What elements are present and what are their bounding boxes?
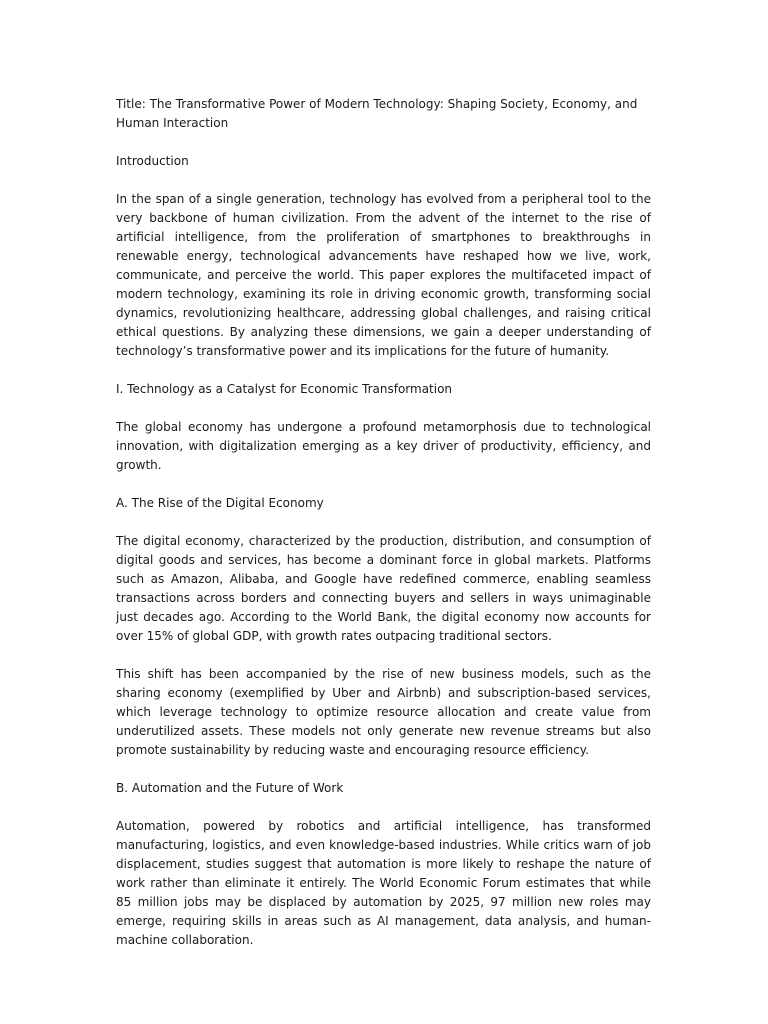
subsection-b-heading: B. Automation and the Future of Work [116,781,344,795]
section-1-paragraph: The global economy has undergone a profound metamorphosis due to technological innovation, with digitalization emerging as a key driver of productivity, efficiency, and growth. [116,420,651,472]
document-title: Title: The Transformative Power of Modern Technology: Shaping Society, Economy, and Human Interaction [116,97,638,130]
introduction-paragraph: In the span of a single generation, technology has evolved from a peripheral tool to the very backbone of human civilization. From the advent of the internet to the rise of artificial intelligence, from the proliferation of smartphones to breakthroughs in renewable energy, technological advancements have reshaped how we live, work, communicate, and perceive the world. This paper explores the multifaceted impact of modern technology, examining its role in driving economic growth, transforming social dynamics, revolutionizing healthcare, addressing global challenges, and raising critical ethical questions. By analyzing these dimensions, we gain a deeper understanding of technology’s transformative power and its implications for the future of humanity. [116,192,651,358]
subsection-a-paragraph-1: The digital economy, characterized by the production, distribution, and consumption of digital goods and services, has become a dominant force in global markets. Platforms such as Amazon, Alibaba, and Google have redefined commerce, enabling seamless transactions across borders and connecting buyers and sellers in ways unimaginable just decades ago. According to the World Bank, the digital economy now accounts for over 15% of global GDP, with growth rates outpacing traditional sectors. [116,534,651,643]
section-1-heading: I. Technology as a Catalyst for Economic Transformation [116,382,453,396]
subsection-a-paragraph-2: This shift has been accompanied by the rise of new business models, such as the sharing economy (exemplified by Uber and Airbnb) and subscription-based services, which leverage technology to optimize resource allocation and create value from underutilized assets. These models not only generate new revenue streams but also promote sustainability by reducing waste and encouraging resource efficiency. [116,667,651,757]
subsection-b-paragraph-1: Automation, powered by robotics and artificial intelligence, has transformed manufacturing, logistics, and even knowledge-based industries. While critics warn of job displacement, studies suggest that automation is more likely to reshape the nature of work rather than eliminate it entirely. The World Economic Forum estimates that while 85 million jobs may be displaced by automation by 2025, 97 million new roles may emerge, requiring skills in areas such as AI management, data analysis, and human-machine collaboration. [116,819,651,947]
document-page [116,95,651,969]
introduction-heading: Introduction [116,154,189,168]
subsection-a-heading: A. The Rise of the Digital Economy [116,496,324,510]
